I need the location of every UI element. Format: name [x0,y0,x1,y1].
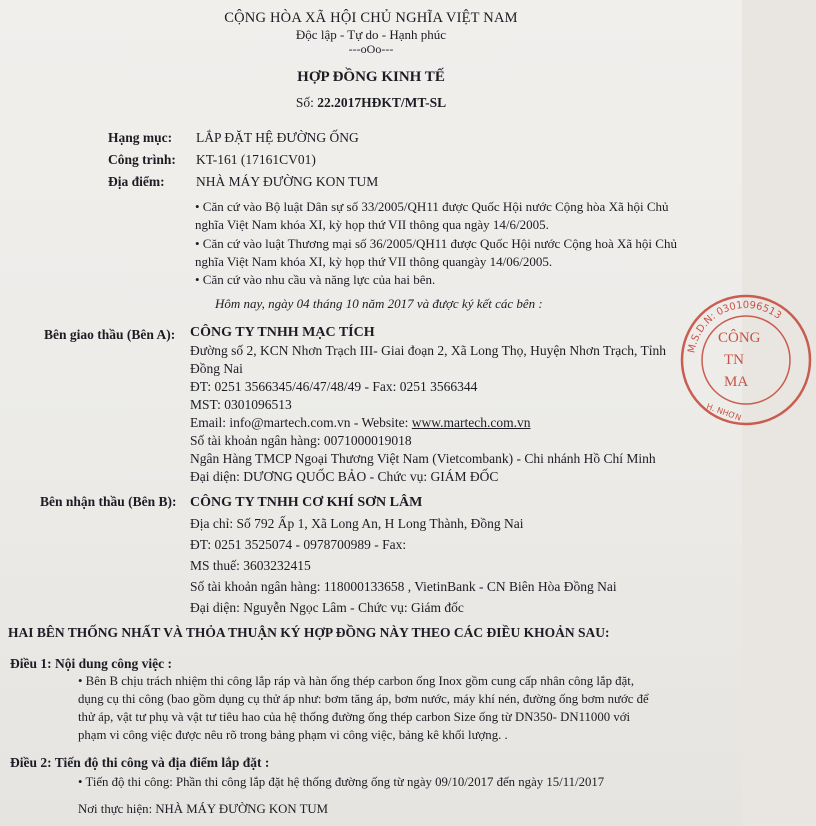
party-b-tax: MS thuế: 3603232415 [190,558,311,573]
basis-line: • Căn cứ vào nhu cầu và năng lực của hai bên. [195,272,436,287]
party-b-name: CÔNG TY TNHH CƠ KHÍ SƠN LÂM [190,495,423,510]
party-a-address: Đường số 2, KCN Nhơn Trạch III- Giai đoạn 2, Xã Long Thọ, Huyện Nhơn Trạch, Tỉnh [190,343,666,358]
contract-title: HỢP ĐỒNG KINH TẾ [297,69,445,85]
agreement-heading: HAI BÊN THỐNG NHẤT VÀ THỎA THUẬN KÝ HỢP ĐỒNG NÀY THEO CÁC ĐIỀU KHOẢN SAU: [8,625,610,640]
party-b-address: Địa chỉ: Số 792 Ấp 1, Xã Long An, H Long Thành, Đồng Nai [190,516,524,531]
basis-line: nghĩa Việt Nam khóa XI, kỳ họp thứ VII thông quangày 14/06/2005. [195,254,553,269]
stamp-outer-ring [682,296,810,424]
article-1-line: thử áp, vật tư phụ và vật tư tiêu hao của hệ thống đường ống thép carbon Size ống từ DN350- DN11000 với [78,710,631,724]
contract-number-value: 22.2017HĐKT/MT-SL [317,95,447,110]
party-a-email-text: Email: info@martech.com.vn - Website: [190,415,412,430]
info-label-location: Địa điểm: [108,174,165,189]
party-b-block [190,492,617,618]
info-label-category: Hạng mục: [108,130,173,145]
basis-line: • Căn cứ vào Bộ luật Dân sự số 33/2005/QH11 được Quốc Hội nước Cộng hòa Xã hội Chủ [195,199,669,214]
national-title: CỘNG HÒA XÃ HỘI CHỦ NGHĨA VIỆT NAM [224,10,518,26]
header-divider: ---oOo--- [348,42,394,56]
article-2-title: Điều 2: Tiến độ thi công và địa điểm lắp đặt : [10,755,270,770]
national-motto: Độc lập - Tự do - Hạnh phúc [295,27,447,42]
party-a-rep: Đại diện: DƯƠNG QUỐC BẢO - Chức vụ: GIÁM ĐỐC [190,469,499,484]
info-value-category: LẮP ĐẶT HỆ ĐƯỜNG ỐNG [196,130,359,145]
party-a-bank: Ngân Hàng TMCP Ngoại Thương Việt Nam (Vietcombank) - Chi nhánh Hồ Chí Minh [190,451,656,466]
party-a-email [190,414,666,432]
stamp-bottom-text: H. NHƠN [705,401,743,423]
party-a-label: Bên giao thầu (Bên A): [44,327,176,342]
party-b-rep: Đại diện: Nguyễn Ngọc Lâm - Chức vụ: Giám đốc [190,600,464,615]
article-2-line: • Tiến độ thi công: Phần thi công lắp đặt hệ thống đường ống từ ngày 09/10/2017 đến ngày 15/11/2017 [78,775,605,789]
info-value-location: NHÀ MÁY ĐƯỜNG KON TUM [196,174,379,189]
article-1-line: dụng cụ thi công (bao gồm dụng cụ thử áp như: bơm tăng áp, bơm nước, máy khí nén, đường ống bơm nước để [78,692,649,706]
party-a-account: Số tài khoản ngân hàng: 0071000019018 [190,433,412,448]
signing-date-line: Hôm nay, ngày 04 tháng 10 năm 2017 và được ký kết các bên : [215,296,543,311]
article-2-place: Nơi thực hiện: NHÀ MÁY ĐƯỜNG KON TUM [78,802,329,816]
stamp-ring-text: M.S.D.N: 0301096513 [686,299,784,355]
stamp-inner-text-2: TN [724,352,744,368]
party-a-address-cont: Đồng Nai [190,361,243,376]
party-a-website-link[interactable]: www.martech.com.vn [411,415,531,430]
info-label-project: Công trình: [108,152,176,167]
basis-line: • Căn cứ vào luật Thương mại số 36/2005/QH11 được Quốc Hội nước Cộng hoà Xã hội Chủ [195,236,677,251]
stamp-inner-text-3: MA [724,374,749,390]
contract-number-label: Số: [295,95,314,110]
article-1-line: phạm vi công việc được nêu rõ trong bảng phạm vi công việc, bảng kê khối lượng. . [78,728,508,742]
party-b-label: Bên nhận thầu (Bên B): [40,494,177,509]
basis-line: nghĩa Việt Nam khóa XI, kỳ họp thứ VII thông qua ngày 14/6/2005. [195,217,549,232]
party-a-phone: ĐT: 0251 3566345/46/47/48/49 - Fax: 0251 3566344 [190,379,478,394]
article-1-line: • Bên B chịu trách nhiệm thi công lắp ráp và hàn ống thép carbon ống Inox gồm cung cấp nhân công lắp đặt, [78,674,635,688]
company-stamp [676,290,816,430]
stamp-inner-text-1: CÔNG [718,330,761,346]
party-a-block [190,324,666,486]
article-1-title: Điều 1: Nội dung công việc : [10,656,172,671]
contract-number [0,95,742,111]
party-a-name: CÔNG TY TNHH MẠC TÍCH [190,325,375,340]
party-b-phone: ĐT: 0251 3525074 - 0978700989 - Fax: [190,537,407,552]
party-b-account: Số tài khoản ngân hàng: 118000133658 , VietinBank - CN Biên Hòa Đồng Nai [190,579,617,594]
info-value-project: KT-161 (17161CV01) [196,152,316,167]
party-a-tax: MST: 0301096513 [190,397,292,412]
